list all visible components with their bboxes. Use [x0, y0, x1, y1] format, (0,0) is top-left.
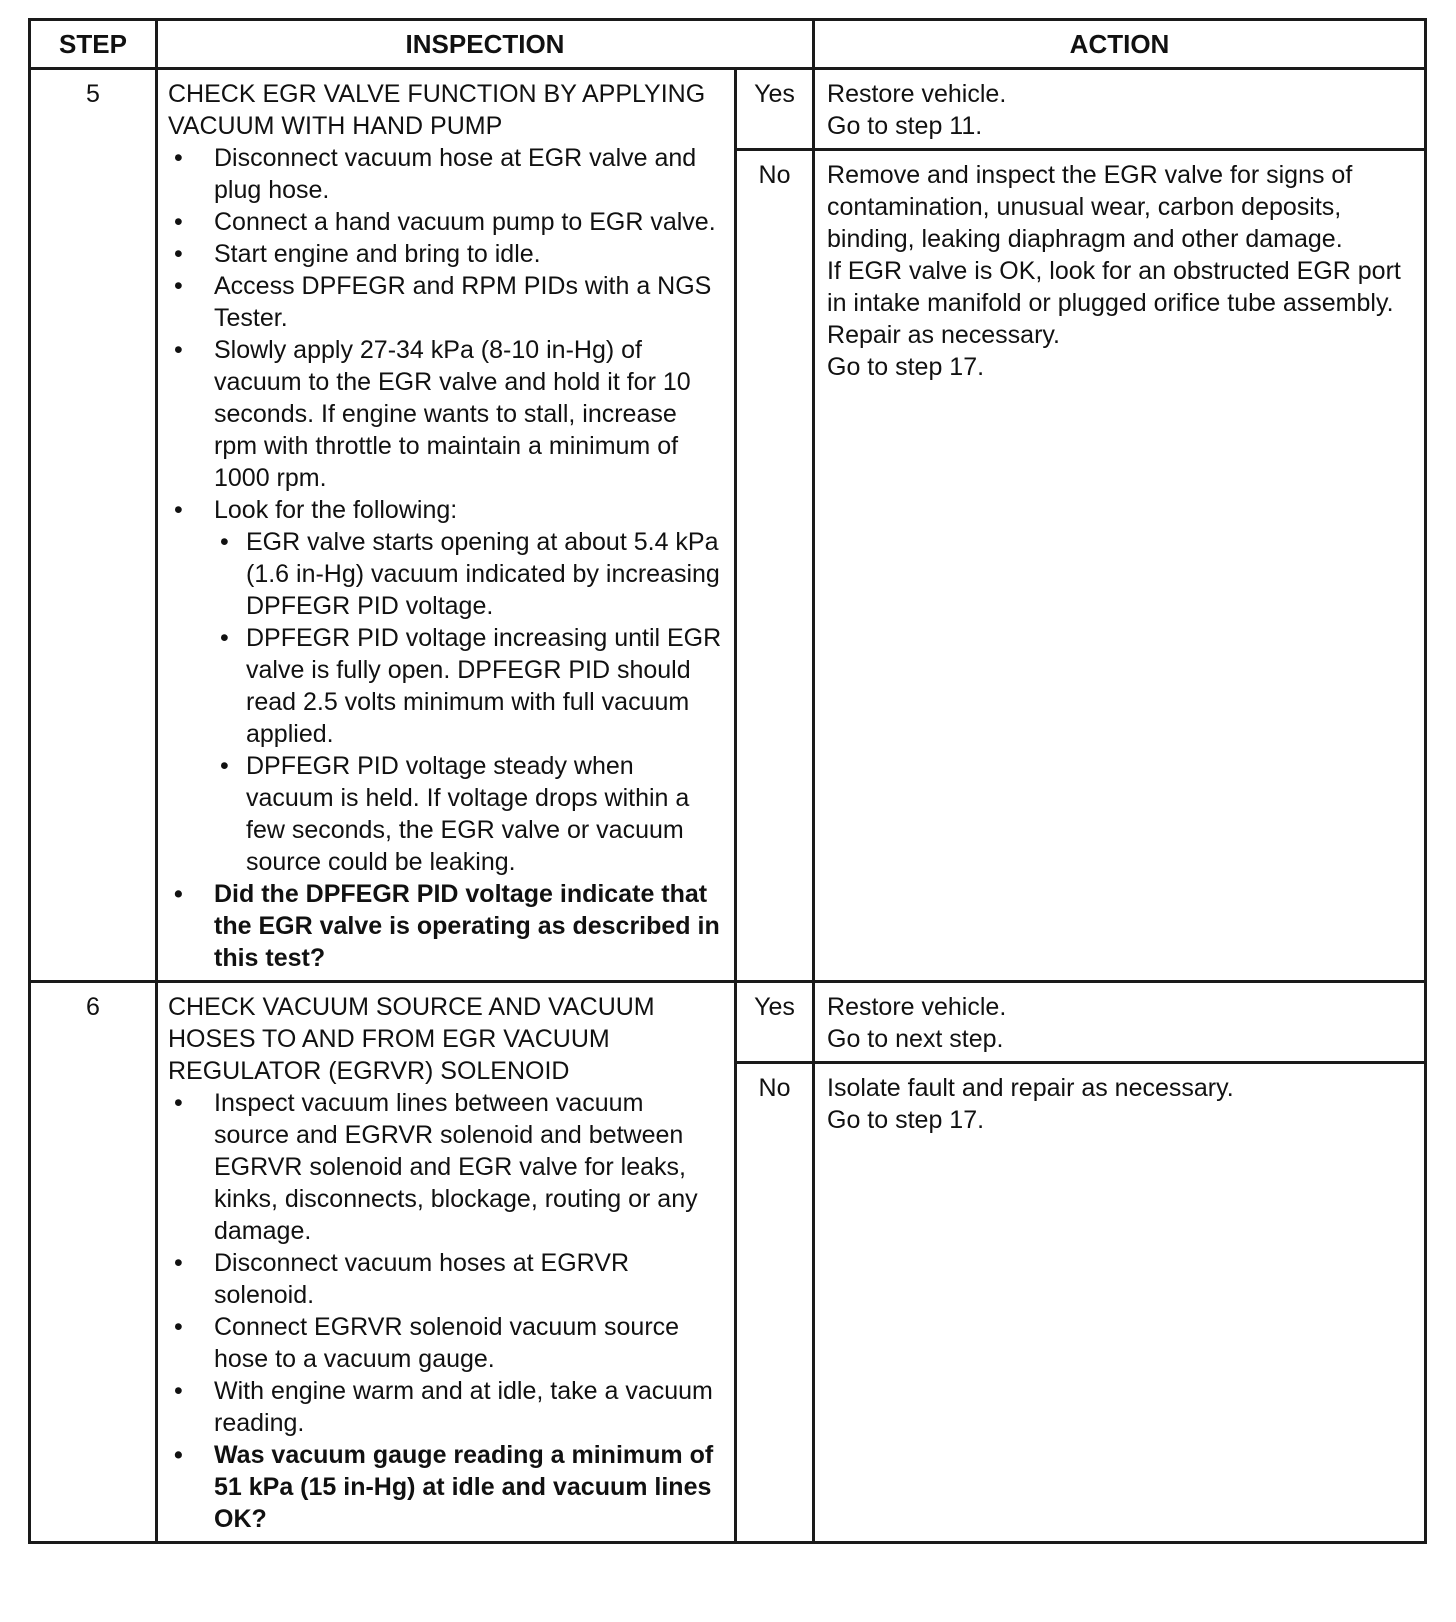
sub-list-item: • DPFEGR PID voltage steady when vacuum is held. If voltage drops within a few seconds, the EGR valve or vacuum source could be leaking.	[214, 750, 724, 878]
sub-list-item: • DPFEGR PID voltage increasing until EGR valve is fully open. DPFEGR PID should read 2.5 volts minimum with full vacuum applied.	[214, 622, 724, 750]
step6-no-label: No	[736, 1063, 814, 1543]
action-line: Restore vehicle.	[827, 80, 1007, 108]
list-item: • Disconnect vacuum hoses at EGRVR solenoid.	[168, 1247, 724, 1311]
step5-bullet-list	[168, 142, 724, 974]
list-item: • Access DPFEGR and RPM PIDs with a NGS Tester.	[168, 270, 724, 334]
action-line: Isolate fault and repair as necessary.	[827, 1074, 1234, 1102]
step5-sub-list	[214, 526, 724, 878]
sub-list-item: • EGR valve starts opening at about 5.4 kPa (1.6 in-Hg) vacuum indicated by increasing DPFEGR PID voltage.	[214, 526, 724, 622]
step6-bullet-list	[168, 1087, 724, 1535]
step6-number: 6	[30, 982, 157, 1543]
action-line: Restore vehicle.	[827, 993, 1007, 1021]
step5-number: 5	[30, 69, 157, 982]
look-for-label: Look for the following:	[214, 496, 458, 524]
header-row	[30, 20, 1426, 69]
step6-yes-label: Yes	[736, 982, 814, 1063]
step5-no-label: No	[736, 150, 814, 982]
step5-inspection	[157, 69, 736, 982]
step6-yes-action	[814, 982, 1426, 1063]
diagnostic-table	[28, 18, 1427, 1544]
step6-yes-row	[30, 982, 1426, 1063]
step5-yes-label: Yes	[736, 69, 814, 150]
step6-no-action	[814, 1063, 1426, 1543]
step5-no-action	[814, 150, 1426, 982]
action-line: Repair as necessary.	[827, 321, 1060, 349]
action-line: Go to next step.	[827, 1025, 1004, 1053]
list-item: • With engine warm and at idle, take a vacuum reading.	[168, 1375, 724, 1439]
header-step: STEP	[30, 20, 157, 69]
step6-question: • Was vacuum gauge reading a minimum of 51 kPa (15 in-Hg) at idle and vacuum lines OK?	[168, 1439, 724, 1535]
list-item: • Connect a hand vacuum pump to EGR valve.	[168, 206, 724, 238]
list-item: • Start engine and bring to idle.	[168, 238, 724, 270]
header-inspection: INSPECTION	[157, 20, 814, 69]
action-line: Remove and inspect the EGR valve for signs of contamination, unusual wear, carbon deposits, binding, leaking diaphragm and other damage.	[827, 161, 1353, 253]
list-item: • Slowly apply 27-34 kPa (8-10 in-Hg) of vacuum to the EGR valve and hold it for 10 seconds. If engine wants to stall, increase rpm with throttle to maintain a minimum of 1000 rpm.	[168, 334, 724, 494]
list-item: • Disconnect vacuum hose at EGR valve and plug hose.	[168, 142, 724, 206]
list-item-look-for	[168, 494, 724, 878]
action-line: Go to step 11.	[827, 112, 983, 140]
step5-yes-action	[814, 69, 1426, 150]
step5-title: CHECK EGR VALVE FUNCTION BY APPLYING VACUUM WITH HAND PUMP	[168, 80, 706, 140]
action-line: Go to step 17.	[827, 1106, 985, 1134]
step6-title: CHECK VACUUM SOURCE AND VACUUM HOSES TO AND FROM EGR VACUUM REGULATOR (EGRVR) SOLENOID	[168, 993, 655, 1085]
step5-yes-row	[30, 69, 1426, 150]
action-line: Go to step 17.	[827, 353, 985, 381]
list-item: • Connect EGRVR solenoid vacuum source hose to a vacuum gauge.	[168, 1311, 724, 1375]
list-item: • Inspect vacuum lines between vacuum source and EGRVR solenoid and between EGRVR solenoid and EGR valve for leaks, kinks, disconnects, blockage, routing or any damage.	[168, 1087, 724, 1247]
action-line: If EGR valve is OK, look for an obstructed EGR port in intake manifold or plugged orifice tube assembly.	[827, 257, 1401, 317]
header-action: ACTION	[814, 20, 1426, 69]
step5-question: • Did the DPFEGR PID voltage indicate that the EGR valve is operating as described in this test?	[168, 878, 724, 974]
step6-inspection	[157, 982, 736, 1543]
